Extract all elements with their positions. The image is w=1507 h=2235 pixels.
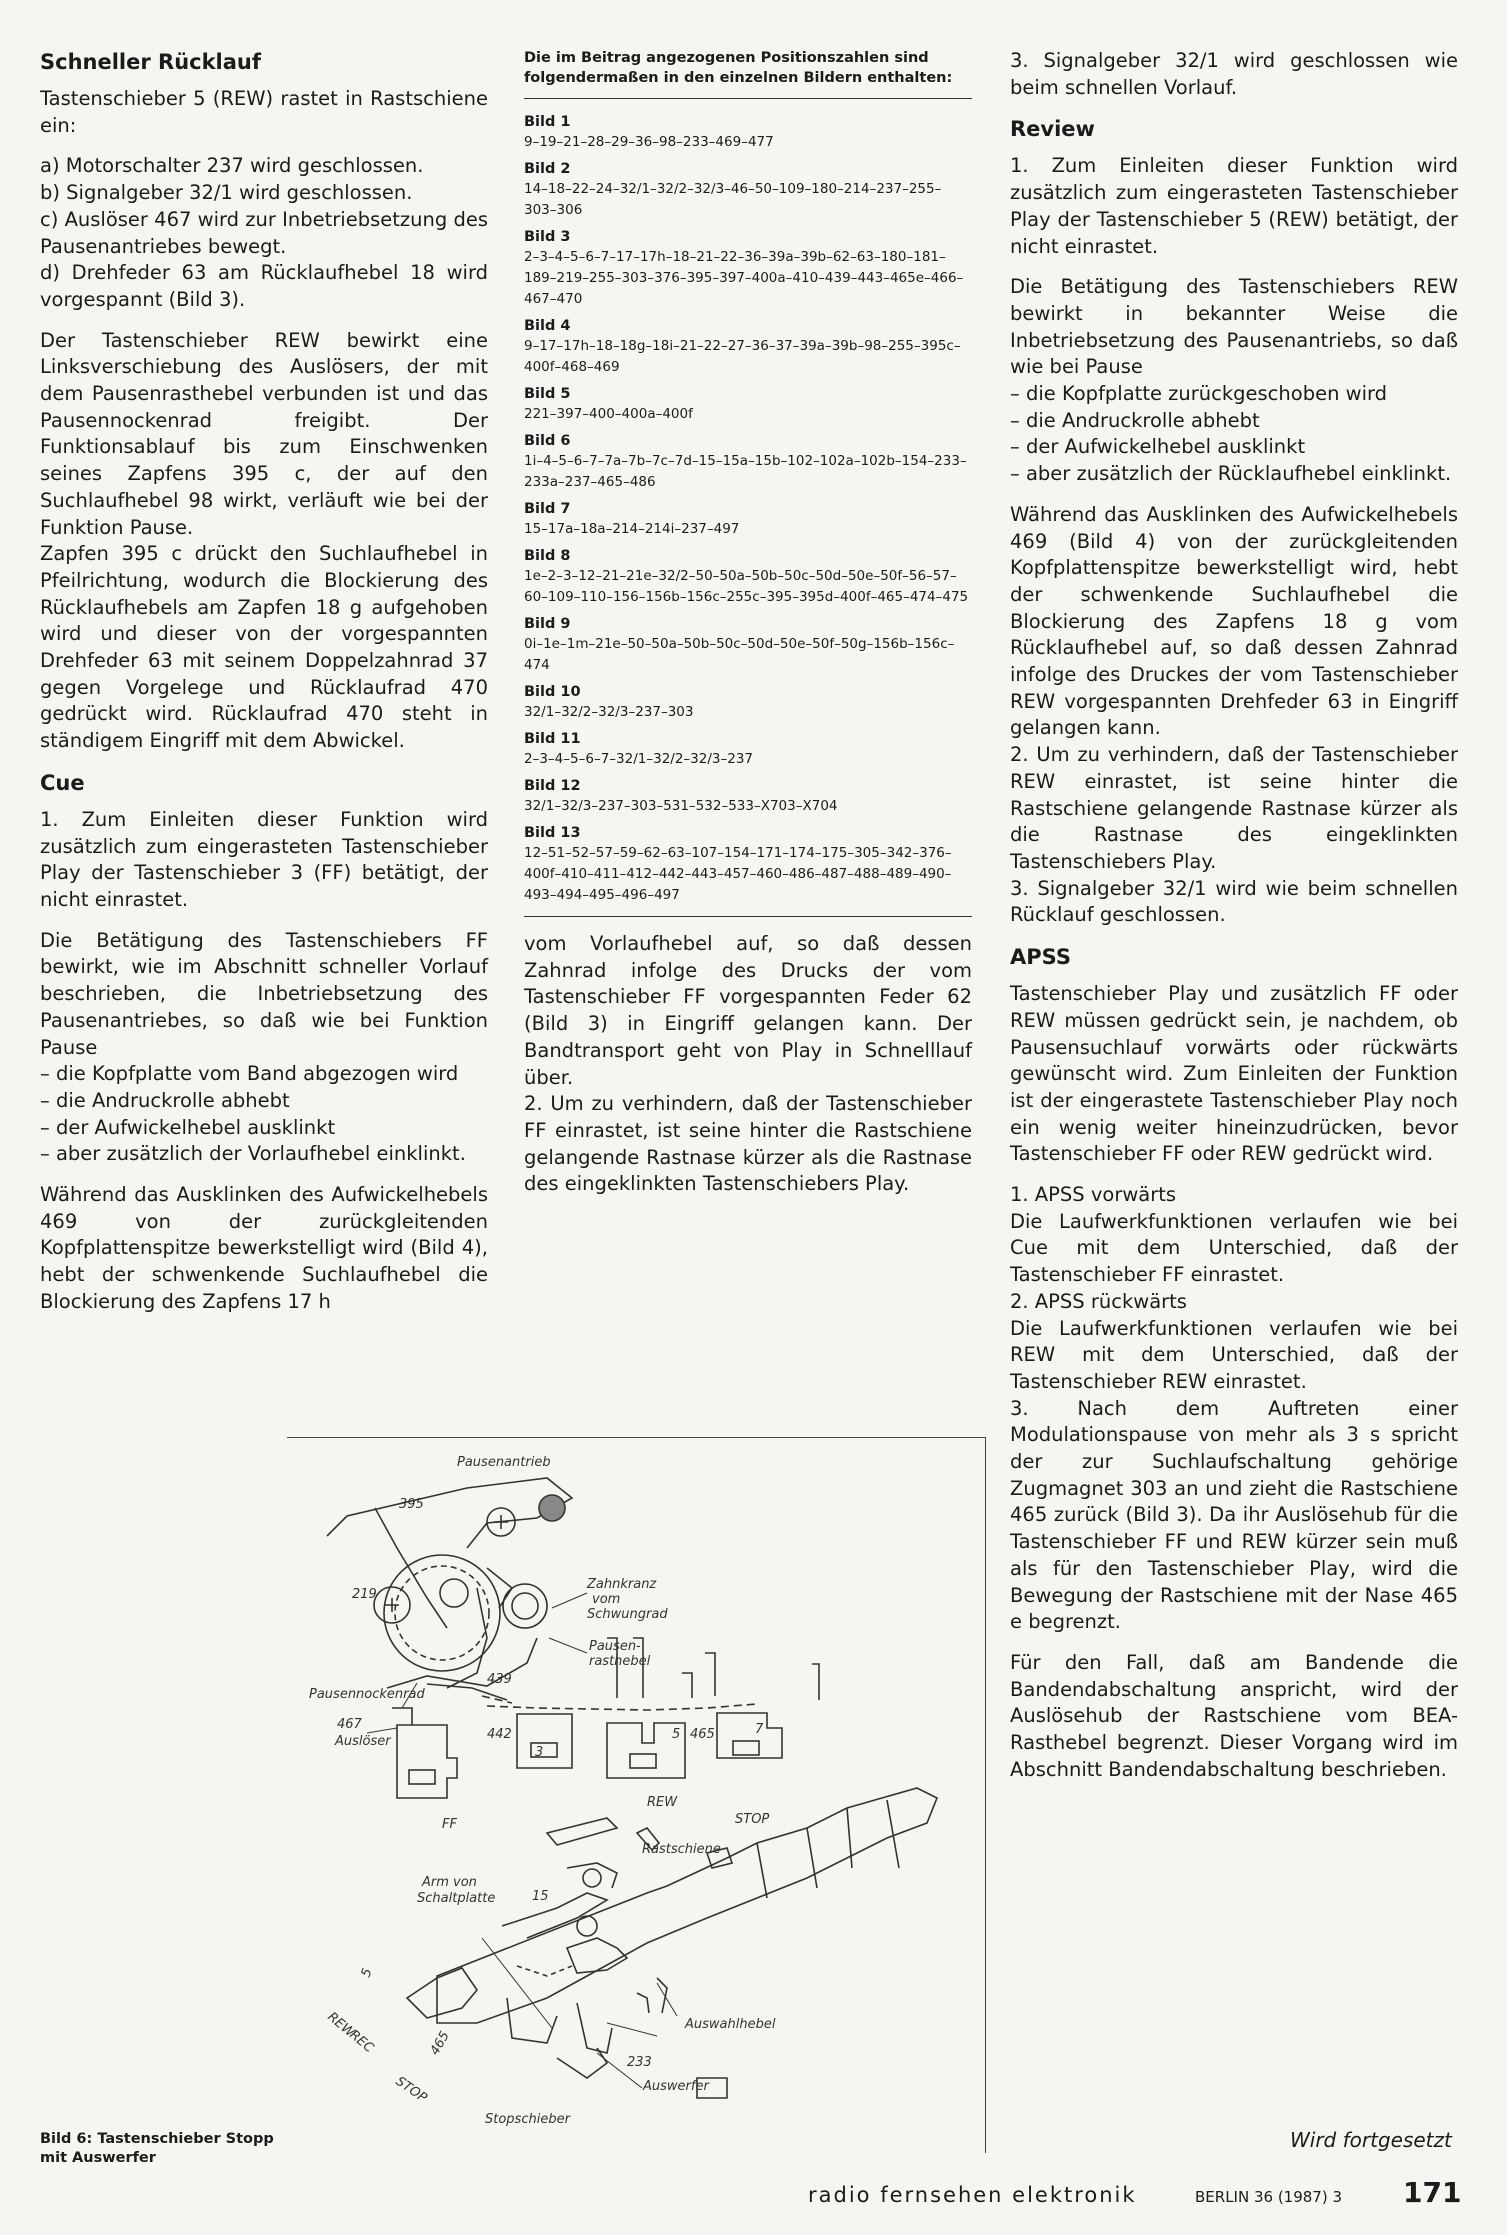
bild-numbers: 2–3–4–5–6–7–17–17h–18–21–22–36–39a–39b–62–63–180–181–189–219–255–303–376–395–397–400a–410–439–443–465e–466–467–470 [524,249,964,307]
bild-entry [524,547,972,608]
bild-numbers: 12–51–52–57–59–62–63–107–154–171–174–175–305–342–376–400f–410–411–412–442–443–457–460–486–487–488–489–490–493–494–495–496–497 [524,845,952,903]
list-item: – die Kopfplatte zurückgeschoben wird [1010,382,1388,406]
divider [524,98,972,99]
dash-list [1010,381,1458,488]
list-item: – die Andruckrolle abhebt [1010,408,1260,432]
bild-entry [524,824,972,906]
label-auswerfer: Auswerfer [643,2079,709,2094]
figure-frame [287,1437,986,2153]
bild-title: Bild 4 [524,318,571,334]
bild-numbers: 0i–1e–1m–21e–50–50a–50b–50c–50d–50e–50f–50g–156b–156c–474 [524,636,955,673]
bild-numbers: 9–19–21–28–29–36–98–233–469–477 [524,134,774,150]
heading-schneller-ruecklauf: Schneller Rücklauf [40,50,262,74]
bild-title: Bild 6 [524,433,571,449]
bild-title: Bild 11 [524,731,581,747]
bild-entry [524,432,972,493]
label-zahnkranz: Zahnkranz [587,1577,657,1592]
column-1 [40,48,488,1330]
subheading: 1. APSS vorwärts [1010,1183,1177,1207]
label-395: 395 [399,1497,424,1512]
label-465: 465 [690,1727,715,1742]
bild-entry [524,113,972,153]
list-item: a) Motorschalter 237 wird geschlossen. [40,154,424,178]
bild-numbers: 2–3–4–5–6–7–32/1–32/2–32/3–237 [524,751,753,767]
page-number: 171 [1403,2176,1462,2209]
figure-labels [309,1455,776,2127]
label-467: 467 [337,1717,362,1732]
mechanism-drawing [287,1438,985,2153]
list-item: – der Aufwickelhebel ausklinkt [40,1115,336,1139]
bild-entry [524,228,972,310]
bild-title: Bild 8 [524,548,571,564]
bild-numbers: 32/1–32/3–237–303–531–532–533–X703–X704 [524,798,838,814]
paragraph: Für den Fall, daß am Bandende die Bandendabschaltung anspricht, wird der Auslösehub der Rastschiene vom BEA-Rasthebel begrenzt. Dieser Vorgang wird im Abschnitt Bandendabschaltung beschrieben. [1010,1650,1458,1781]
paragraph: vom Vorlaufhebel auf, so daß dessen Zahnrad infolge des Drucks der vom Tastenschieber FF vorgespannten Feder 62 (Bild 3) in Eingriff gelangen kann. Der Bandtransport geht von Play in Schnelllauf über. [524,932,972,1089]
list-item: – der Aufwickelhebel ausklinkt [1010,435,1306,459]
label-rew: REW [647,1795,678,1810]
paragraph: 3. Signalgeber 32/1 wird geschlossen wie beim schnellen Vorlauf. [1010,49,1458,99]
bild-entry [524,683,972,723]
paragraph: 3. Nach dem Auftreten einer Modulationspause von mehr als 3 s spricht der zur Suchlaufschaltung gehörige Zugmagnet 303 an und zieht die Rastschiene 465 zurück (Bild 3). Da ihr Auslösehub für die Tastenschieber FF und REW kürzer sein muß als für den Tastenschieber Play, wird die Bewegung der Rastschiene mit der Nase 465 e begrenzt. [1010,1396,1458,1634]
label-439: 439 [487,1672,512,1687]
label-pausenrasthebel-1: Pausen- [589,1639,641,1654]
label-465-bottom: 465 [427,2028,453,2058]
list-item: – die Andruckrolle abhebt [40,1088,290,1112]
paragraph: Zapfen 395 c drückt den Suchlaufhebel in Pfeilrichtung, wodurch die Blockierung des Rücklaufhebels am Zapfen 18 g aufgehoben wird und dieser von der vorgespannten Drehfeder 63 mit seinem Doppelzahnrad 37 gegen Vorgelege und Rücklaufrad 470 gedrückt wird. Rücklaufrad 470 steht in ständigem Eingriff mit dem Abwickel. [40,542,488,753]
label-442: 442 [487,1727,512,1742]
bild-entry [524,777,972,817]
list-item: – aber zusätzlich der Vorlaufhebel einklinkt. [40,1142,466,1166]
list-item: c) Auslöser 467 wird zur Inbetriebsetzung des Pausenantriebes bewegt. [40,207,488,258]
label-arm-von: Arm von [422,1875,477,1890]
paragraph: Die Betätigung des Tastenschiebers FF bewirkt, wie im Abschnitt schneller Vorlauf beschrieben, die Inbetriebsetzung des Pausenantriebes, so daß wie bei Funktion Pause [40,928,488,1059]
bild-entry [524,615,972,676]
label-stop-bottom: STOP [392,2073,430,2106]
bild-title: Bild 2 [524,161,571,177]
bild-entry [524,385,972,425]
bild-title: Bild 1 [524,114,571,130]
label-5: 5 [672,1727,681,1742]
label-7: 7 [755,1722,764,1737]
bild-title: Bild 7 [524,501,571,517]
bild-title: Bild 9 [524,616,571,632]
bild-numbers: 14–18–22–24–32/1–32/2–32/3–46–50–109–180–214–237–255–303–306 [524,181,942,218]
bild-title: Bild 3 [524,229,571,245]
label-schaltplatte: Schaltplatte [417,1891,496,1906]
bild-entry [524,317,972,378]
label-rec-bottom: REC [346,2027,377,2056]
bild-title: Bild 5 [524,386,571,402]
figure-caption: Bild 6: Tastenschieber Stopp mit Auswerfer [40,2131,274,2166]
subheading: 2. APSS rückwärts [1010,1289,1187,1313]
paragraph: Die Laufwerkfunktionen verlaufen wie bei Cue mit dem Unterschied, daß der Tastenschieber FF einrastet. [1010,1209,1458,1287]
paragraph: Während das Ausklinken des Aufwickelhebels 469 von der zurückgleitenden Kopfplattenspitze bewerkstelligt wird (Bild 4), hebt der schwenkende Suchlaufhebel die Blockierung des Zapfens 17 h [40,1183,488,1313]
bild-numbers: 32/1–32/2–32/3–237–303 [524,704,694,720]
divider [524,916,972,917]
list-item: b) Signalgeber 32/1 wird geschlossen. [40,181,413,205]
label-auswahlhebel: Auswahlhebel [685,2017,776,2032]
bild-entry [524,160,972,221]
label-zahnkranz-vom: vom [592,1592,621,1607]
paragraph: Die Laufwerkfunktionen verlaufen wie bei REW mit dem Unterschied, daß der Tastenschieber REW einrastet. [1010,1316,1458,1393]
label-pausenrasthebel-2: rasthebel [589,1654,651,1669]
bild-title: Bild 13 [524,825,581,841]
paragraph: Der Tastenschieber REW bewirkt eine Linksverschiebung des Auslösers, der mit dem Pausenrasthebel verbunden ist und das Pausennockenrad freigibt. Der Funktionsablauf bis zum Einschwenken seines Zapfens 395 c, der auf den Suchlaufhebel 98 wirkt, verläuft wie bei der Funktion Pause. [40,328,488,539]
list-item: d) Drehfeder 63 am Rücklaufhebel 18 wird vorgespannt (Bild 3). [40,261,488,311]
bild-numbers: 221–397–400–400a–400f [524,406,693,422]
paragraph: Tastenschieber 5 (REW) rastet in Rastschiene ein: [40,87,488,137]
paragraph: 1. Zum Einleiten dieser Funktion wird zusätzlich zum eingerasteten Tastenschieber Play der Tastenschieber 3 (FF) betätigt, der nicht einrastet. [40,807,488,911]
label-ausloeser: Auslöser [335,1734,391,1749]
paragraph: 1. Zum Einleiten dieser Funktion wird zusätzlich zum eingerasteten Tastenschieber Play der Tastenschieber 5 (REW) betätigt, der nicht einrastet. [1010,154,1458,258]
label-ff: FF [442,1817,457,1832]
list-item: – aber zusätzlich der Rücklaufhebel einklinkt. [1010,462,1452,486]
dash-list [40,1061,488,1168]
issue-info: BERLIN 36 (1987) 3 [1195,2188,1343,2206]
paragraph: Tastenschieber Play und zusätzlich FF oder REW müssen gedrückt sein, je nachdem, ob Pausensuchlauf vorwärts oder rückwärts gewünscht wird. Zum Einleiten der Funktion ist der eingerastete Tastenschieber Play noch ein wenig weiter hineinzudrücken, bevor Tastenschieber FF oder REW gedrückt wird. [1010,982,1458,1166]
position-numbers-intro: Die im Beitrag angezogenen Positionszahlen sind folgendermaßen in den einzelnen Bildern enthalten: [524,50,953,86]
bild-numbers: 1e–2–3–12–21–21e–32/2–50–50a–50b–50c–50d–50e–50f–56–57–60–109–110–156–156b–156c–255c–395–395d–400f–465–474–475 [524,568,969,605]
label-5-bottom: 5 [358,1966,376,1980]
bild-entry [524,730,972,770]
column-3 [1010,48,1458,1797]
continued-note: Wird fortgesetzt [1290,2128,1452,2152]
label-15: 15 [532,1889,549,1904]
bild-title: Bild 10 [524,684,581,700]
label-rew-bottom: REW [324,2009,358,2041]
label-rastschiene: Rastschiene [642,1842,721,1857]
paragraph: 3. Signalgeber 32/1 wird wie beim schnellen Rücklauf geschlossen. [1010,876,1458,927]
heading-cue: Cue [40,770,85,795]
paragraph: 2. Um zu verhindern, daß der Tastenschieber FF einrastet, ist seine hinter die Rastschiene gelangende Rastnase kürzer als die Rastnase des eingeklinkten Tastenschiebers Play. [524,1092,972,1196]
list-item: – die Kopfplatte vom Band abgezogen wird [40,1062,459,1086]
journal-name: radio fernsehen elektronik [808,2183,1137,2207]
column-2 [524,48,972,1212]
bild-list [524,113,972,906]
label-stopschieber: Stopschieber [485,2112,570,2127]
label-233: 233 [627,2055,652,2070]
label-pausennockenrad: Pausennockenrad [309,1687,425,1702]
heading-review: Review [1010,117,1095,142]
label-3: 3 [535,1745,544,1760]
label-zahnkranz-schwungrad: Schwungrad [587,1607,668,1622]
bild-numbers: 15–17a–18a–214–214i–237–497 [524,521,740,537]
label-219: 219 [352,1587,377,1602]
label-pausenantrieb: Pausenantrieb [457,1455,551,1470]
bild-numbers: 1i–4–5–6–7–7a–7b–7c–7d–15–15a–15b–102–102a–102b–154–233–233a–237–465–486 [524,453,967,490]
drawing-lines [327,1478,937,2098]
heading-apss: APSS [1010,945,1071,970]
bild-entry [524,500,972,540]
bild-numbers: 9–17–17h–18–18g–18i–21–22–27–36–37–39a–39b–98–255–395c–400f–468–469 [524,338,961,375]
label-stop: STOP [735,1812,770,1827]
paragraph: Während das Ausklinken des Aufwickelhebels 469 (Bild 4) von der zurückgleitenden Kopfplattenspitze bewerkstelligt wird, hebt der schwenkende Suchlaufhebel die Blockierung des Zapfens 18 g vom Rücklaufhebel auf, so daß dessen Zahnrad infolge des Druckes der vom Tastenschieber REW vorgespannten Drehfeder 63 in Eingriff gelangen kann. [1010,502,1458,740]
paragraph: 2. Um zu verhindern, daß der Tastenschieber REW einrastet, ist seine hinter die Rastschiene gelangende Rastnase kürzer als die Rastnase des eingeklinkten Tastenschiebers Play. [1010,743,1458,873]
bild-title: Bild 12 [524,778,581,794]
paragraph: Die Betätigung des Tastenschiebers REW bewirkt in bekannter Weise die Inbetriebsetzung des Pausenantriebs, so daß wie bei Pause [1010,275,1458,379]
